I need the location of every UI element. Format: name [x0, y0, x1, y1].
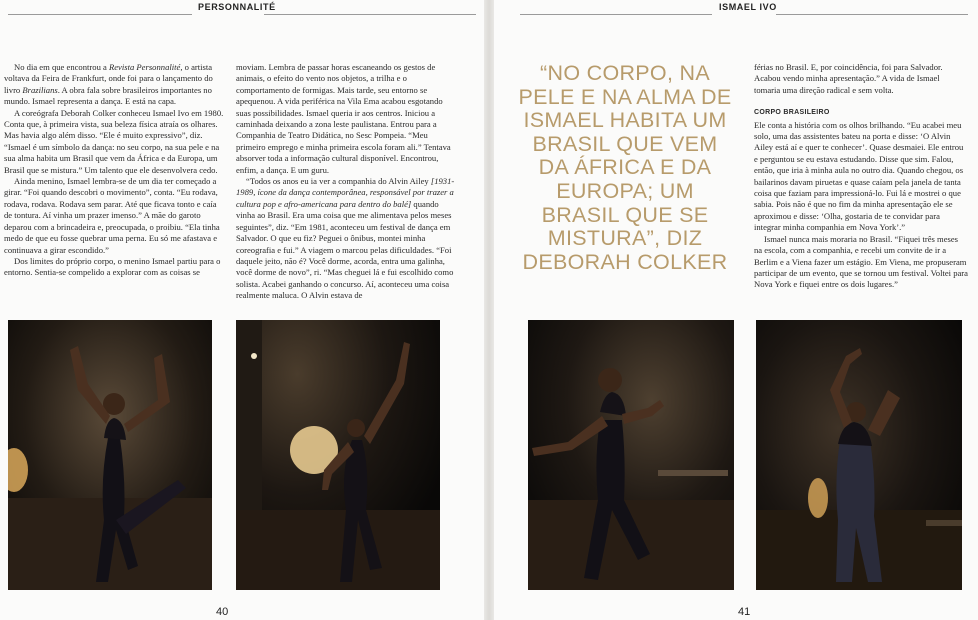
paragraph: A coreógrafa Deborah Colker conheceu Ismael Ivo em 1980. Conta que, à primeira vista, sua beleza física atraía os olhares. Mas havia algo além disso. “Ele é muito expressivo”, diz. “Ismael é um símbolo da dança: no seu corpo, na sua pele e na sua alma habita um Brasil que vem da África e da Europa, um Brasil que se mistura.” Um talento que ele desenvolvera cedo.	[4, 107, 224, 175]
paragraph: férias no Brasil. E, por coincidência, foi para Salvador. Acabou vendo minha apresentação.” A vida de Ismael tomaria uma direção radical e sem volta.	[754, 62, 943, 95]
text-column-1	[4, 62, 226, 279]
dancer-photo-4	[756, 320, 962, 590]
running-head-right: ISMAEL IVO	[719, 2, 777, 12]
running-head-left: PERSONNALITÉ	[198, 2, 276, 12]
text-column-2	[236, 62, 458, 302]
paragraph: Ismael nunca mais moraria no Brasil. “Fiquei três meses na escola, com a companhia, e recebi um convite de ir a Berlim e a Viena fazer um estágio. Em Viena, me propuseram participar de um evento, que se tornou um festival. Voltei para Nova York e fiquei entre os dois lugares.”	[754, 233, 968, 290]
header-rule-right-b	[776, 14, 968, 15]
dancer-photo-2	[236, 320, 440, 590]
section-subhead: CORPO BRASILEIRO	[754, 109, 830, 117]
paragraph: Ainda menino, Ismael lembra-se de um dia ter começado a girar. “Foi quando descobri o movimento”, conta. “Eu rodava, rodava, rodava. Rodava sem parar. Até que ficava tonto e caía de tontura. Aí vinha um prazer imenso.” A mãe do garoto deparou com a brincadeira e, preocupada, o proibiu. “Ela tinha medo de que eu fosse quebrar uma perna. Eu só me afastava e continuava a girar escondido.”	[4, 176, 220, 255]
header-rule-left-a	[8, 14, 192, 15]
text-column-4	[754, 62, 968, 291]
paragraph: moviam. Lembra de passar horas escaneando os gestos de animais, o efeito do vento nos objetos, a trilha e o comportamento de formigas. Mais tarde, seu entorno se apequenou. A vida periférica na Vila Ema acabou esgotando suas possibilidades. Ismael queria ir aos centros. Iniciou a caminhada deixando a zona leste paulistana. Entrou para a Companhia de Teatro Didática, no Sesc Pompeia. “Meu primeiro emprego e minha primeira escola foram ali.” Tentava absorver toda a informação cultural disponível. Encontrou, enfim, a dança. E um guru.	[236, 62, 451, 175]
page-number-right: 41	[738, 606, 751, 618]
paragraph: Dos limites do próprio corpo, o menino Ismael partiu para o entorno. Sentia-se compelido a explorar com as coisas se	[4, 255, 221, 278]
header-rule-left-b	[264, 14, 476, 15]
dancer-photo-3	[528, 320, 734, 590]
header-rule-right-a	[520, 14, 712, 15]
paragraph: Ele conta a história com os olhos brilhando. “Eu acabei meu solo, uma das assistentes bateu na porta e disse: ‘O Alvin Ailey está aí e quer te conhecer’. Quase desmaiei. Ele entrou e perguntou se eu estava estudando. Disse que sim. Falou, então, que iria à minha aula no outro dia. Quando chegou, os bailarinos davam piruetas e quase caíam pela janela de tanta coisa que faziam para impressioná-lo. Fui lá e mostrei o que sabia. Pois não é que no fim da minha apresentação ele se aproximou e disse: ‘Olha, gostaria de te convidar para integrar minha companhia em Nova York’.”	[754, 119, 964, 233]
dancer-photo-1	[8, 320, 212, 590]
spine-gutter	[484, 0, 494, 620]
paragraph: No dia em que encontrou a Revista Personnalité, o artista voltava da Feira de Frankfurt, onde foi para o lançamento do livro Brazilians. A obra fala sobre brasileiros importantes no mundo. Ismael representa a dança. E está na capa.	[4, 62, 213, 107]
paragraph: “Todos os anos eu ia ver a companhia do Alvin Ailey [1931-1989, ícone da dança contemporânea, responsável por trazer a cultura pop e afro-americana para dentro do balé] quando vinha ao Brasil. Era uma coisa que me alimentava pelos meses seguintes”, diz. “Em 1981, aconteceu um festival de dança em Salvador. O que eu fiz? Peguei o ônibus, montei minha coreografia e fui.” A viagem o marcou pelas dificuldades. “Foi daquele jeito, não é? Você dorme, acorda, entra uma galinha, você dorme de novo”, ri. “Mas cheguei lá e fui escolhido como solista. Acabei ganhando o concurso. Aí, aconteceu uma coisa realmente maluca. O Alvin estava de	[236, 176, 455, 301]
page-number-left: 40	[216, 606, 229, 618]
pull-quote: “NO CORPO, NA PELE E NA ALMA DE ISMAEL HABITA UM BRASIL QUE VEM DA ÁFRICA E DA EUROPA; UM BRASIL QUE SE MISTURA”, DIZ DEBORAH COLKER	[518, 61, 732, 274]
